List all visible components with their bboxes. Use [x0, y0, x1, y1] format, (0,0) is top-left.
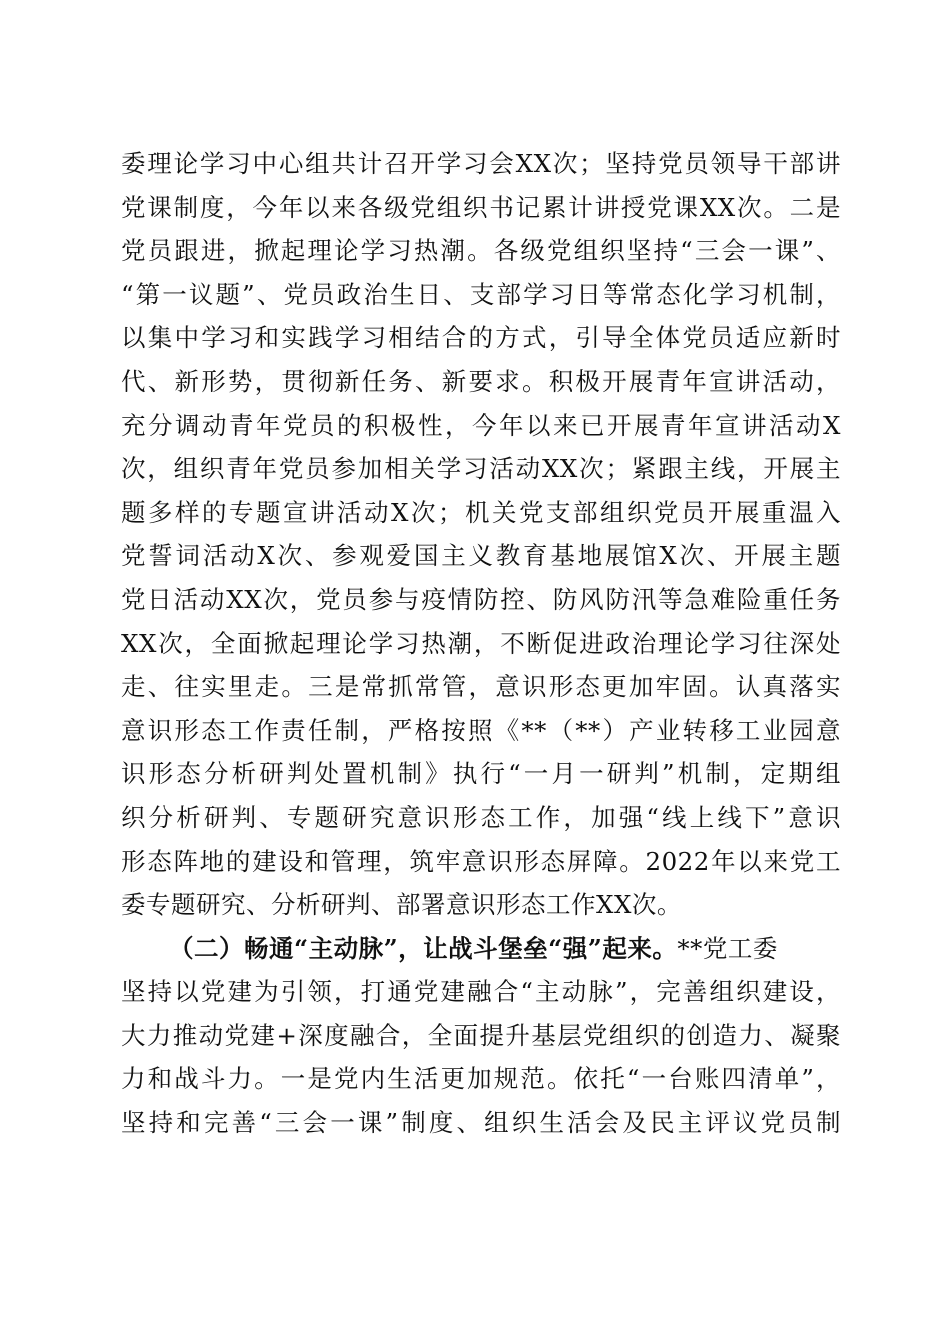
text-line: 委专题研究、分析研判、部署意识形态工作XX次。	[121, 890, 682, 920]
text-line: 识形态分析研判处置机制》执行“一月一研判”机制，定期组	[121, 759, 841, 789]
text-line: 题多样的专题宣讲活动X次；机关党支部组织党员开展重温入	[121, 497, 841, 527]
text-line: 党课制度，今年以来各级党组织书记累计讲授党课XX次。二是	[121, 192, 841, 222]
text-line: 坚持以党建为引领，打通党建融合“主动脉”，完善组织建设，	[121, 977, 841, 1007]
text-line: 走、往实里走。三是常抓常管，意识形态更加牢固。认真落实	[121, 672, 841, 702]
section-heading: （二）畅通“主动脉”，让战斗堡垒“强”起来。	[169, 933, 678, 963]
text-line: 次，组织青年党员参加相关学习活动XX次；紧跟主线，开展主	[121, 454, 841, 484]
text-line: 大力推动党建+深度融合，全面提升基层党组织的创造力、凝聚	[121, 1020, 841, 1050]
text-line: 党员跟进，掀起理论学习热潮。各级党组织坚持“三会一课”、	[121, 236, 841, 266]
text-line: 形态阵地的建设和管理，筑牢意识形态屏障。2022年以来党工	[121, 846, 841, 876]
text-line: 坚持和完善“三会一课”制度、组织生活会及民主评议党员制	[121, 1108, 841, 1138]
section-heading-continuation: **党工委	[677, 933, 778, 963]
text-line: 力和战斗力。一是党内生活更加规范。依托“一台账四清单”，	[121, 1064, 841, 1094]
text-line: 代、新形势，贯彻新任务、新要求。积极开展青年宣讲活动，	[121, 366, 841, 396]
text-line: 充分调动青年党员的积极性，今年以来已开展青年宣讲活动X	[121, 410, 841, 440]
text-line: “第一议题”、党员政治生日、支部学习日等常态化学习机制，	[121, 279, 841, 309]
text-line: 党日活动XX次，党员参与疫情防控、防风防汛等急难险重任务	[121, 584, 841, 614]
text-line: 意识形态工作责任制，严格按照《**（**）产业转移工业园意	[121, 715, 841, 745]
text-line: 以集中学习和实践学习相结合的方式，引导全体党员适应新时	[121, 323, 841, 353]
text-line: 委理论学习中心组共计召开学习会XX次；坚持党员领导干部讲	[121, 149, 841, 178]
text-line: 织分析研判、专题研究意识形态工作，加强“线上线下”意识	[121, 802, 841, 832]
text-line: XX次，全面掀起理论学习热潮，不断促进政治理论学习往深处	[121, 628, 841, 658]
body-text	[121, 142, 841, 1145]
text-line: 党誓词活动X次、参观爱国主义教育基地展馆X次、开展主题	[121, 541, 841, 571]
section-heading-line	[121, 927, 841, 971]
